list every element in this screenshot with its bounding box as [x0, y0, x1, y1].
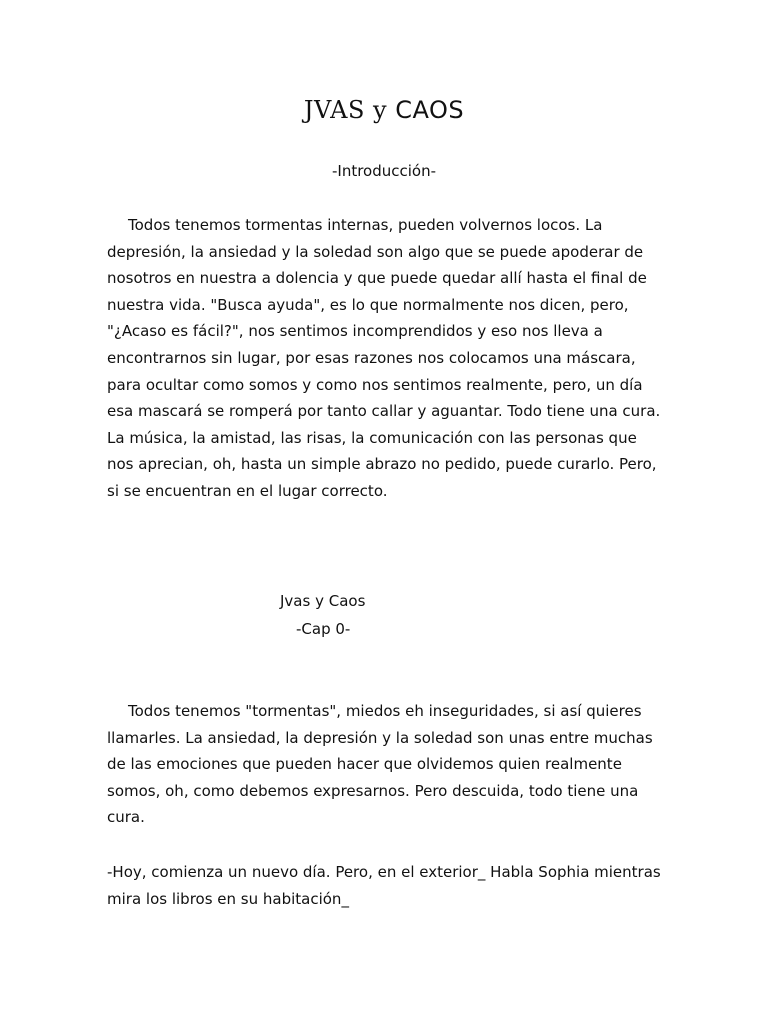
- title-part-b: CAOS: [395, 96, 465, 124]
- chapter-title: Jvas y Caos: [280, 592, 366, 610]
- document-title: [0, 96, 768, 124]
- title-part-a: JVAS y: [303, 96, 388, 124]
- chapter-paragraph: Todos tenemos "tormentas", miedos eh inseguridades, si así quieres llamarles. La ansiedad, la depresión y la soledad son unas entre muchas de las emociones que pueden hacer que olvidemos quien realmente somos, oh, como debemos expresarnos. Pero descuida, todo tiene una cura.: [107, 702, 653, 827]
- chapter-number: -Cap 0-: [296, 620, 351, 638]
- introduction-paragraph: Todos tenemos tormentas internas, pueden volvernos locos. La depresión, la ansiedad y la soledad son algo que se puede apoderar de nosotros en nuestra a dolencia y que puede quedar allí hasta el final de nuestra vida. "Busca ayuda", es lo que normalmente nos dicen, pero, "¿Acaso es fácil?", nos sentimos incomprendidos y eso nos lleva a encontrarnos sin lugar, por esas razones nos colocamos una máscara, para ocultar como somos y como nos sentimos realmente, pero, un día esa mascará se romperá por tanto callar y aguantar. Todo tiene una cura. La música, la amistad, las risas, la comunicación con las personas que nos aprecian, oh, hasta un simple abrazo no pedido, puede curarlo. Pero, si se encuentran en el lugar correcto.: [107, 216, 661, 500]
- dialogue-paragraph: -Hoy, comienza un nuevo día. Pero, en el exterior_ Habla Sophia mientras mira los libros en su habitación_: [107, 863, 661, 908]
- introduction-heading: -Introducción-: [331, 162, 437, 180]
